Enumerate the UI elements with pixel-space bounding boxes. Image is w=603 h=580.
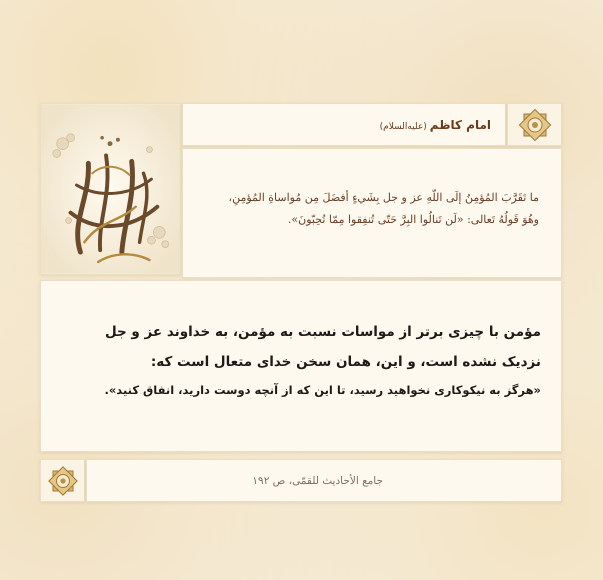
translation-line-2: نزدیک نشده است، و این، همان سخن خدای متعال است که: [150, 354, 541, 370]
octagram-ornament-icon [46, 464, 80, 498]
title-note: (علیه‌السلام) [379, 121, 427, 132]
translation-line-3: «هرگز به نیکوکاری نخواهید رسید، تا این که از آنچه دوست دارید، انفاق کنید». [104, 383, 541, 397]
top-ornament [507, 103, 562, 146]
translation-line-1: مؤمن با چیزی برتر از مواسات نسبت به مؤمن، به خداوند عز و جل [104, 324, 541, 340]
arabic-line-2: وهُوَ قَولُهُ تَعالى: «لَن تَنالُوا البِرَّ حَتّى تُنفِقوا مِمّا تُحِبّونَ». [287, 213, 539, 226]
source-citation: جامع الأحاديث للقمّی، ص ۱۹۲ [252, 474, 383, 487]
source-bar [86, 459, 562, 502]
arabic-line-1: ما تَقَرَّبَ المُؤمِنُ إلَى اللّهِ عز و جل بِشَيءٍ أفضَلَ مِن مُواساةِ المُؤمِنِ، [228, 191, 539, 204]
translation-panel [40, 280, 562, 452]
calligraphy-artwork [40, 103, 181, 275]
calligraphy-icon [41, 104, 180, 274]
bottom-ornament [40, 459, 85, 502]
octagram-ornament-icon [517, 107, 553, 143]
hadith-arabic-panel [182, 148, 562, 278]
title-name: امام کاظم [429, 117, 491, 132]
page-title [380, 118, 491, 132]
header-bar [182, 103, 506, 146]
